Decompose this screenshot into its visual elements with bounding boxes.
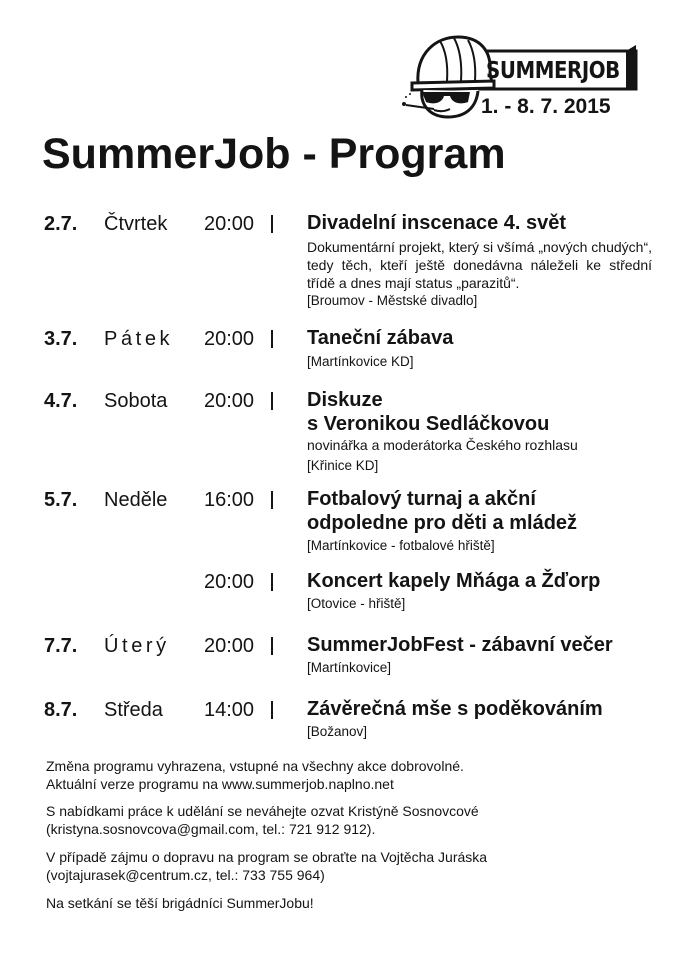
event-title-line: Fotbalový turnaj a akční bbox=[307, 488, 536, 510]
divider bbox=[271, 392, 273, 410]
footer-paragraph bbox=[46, 894, 646, 912]
event-day: Čtvrtek bbox=[104, 213, 168, 235]
event-date: 7.7. bbox=[44, 635, 78, 657]
divider bbox=[271, 637, 273, 655]
divider bbox=[271, 215, 273, 233]
divider bbox=[271, 491, 273, 509]
event-day: Sobota bbox=[104, 390, 168, 412]
event-title: Divadelní inscenace 4. svět bbox=[307, 212, 567, 234]
event-venue: [Otovice - hřiště] bbox=[307, 596, 406, 611]
footer-line: Změna programu vyhrazena, vstupné na všechny akce dobrovolné. bbox=[46, 758, 464, 774]
footer-paragraph bbox=[46, 848, 646, 884]
event-venue: [Božanov] bbox=[307, 724, 368, 739]
event-description: Dokumentární projekt, který si všímá „nových chudých“, tedy těch, kteří ještě donedávna náleželi ke střední třídě a dnes mají status „parazitů“. bbox=[307, 239, 652, 291]
event-venue: [Křinice KD] bbox=[307, 458, 379, 473]
footer-line: (kristyna.sosnovcova@gmail.com, tel.: 721 912 912). bbox=[46, 821, 376, 837]
event-title bbox=[307, 487, 667, 535]
footer-paragraph bbox=[46, 802, 646, 838]
event-time: 20:00 bbox=[204, 213, 255, 235]
footer-line: V případě zájmu o dopravu na program se obraťte na Vojtěcha Juráska bbox=[46, 849, 488, 865]
event-time: 20:00 bbox=[204, 635, 255, 657]
event-day: Pátek bbox=[104, 328, 174, 350]
event-venue: [Martínkovice] bbox=[307, 660, 392, 675]
event-date: 5.7. bbox=[44, 489, 78, 511]
divider bbox=[271, 573, 273, 591]
summerjob-logo bbox=[400, 25, 650, 125]
event-title: SummerJobFest - zábavní večer bbox=[307, 634, 613, 656]
event-venue: [Martínkovice - fotbalové hřiště] bbox=[307, 538, 495, 553]
event-description: novinářka a moderátorka Českého rozhlasu bbox=[307, 437, 578, 453]
event-day: Neděle bbox=[104, 489, 168, 511]
footer-line: Aktuální verze programu na www.summerjob.naplno.net bbox=[46, 776, 394, 792]
event-date: 2.7. bbox=[44, 213, 78, 235]
event-date: 4.7. bbox=[44, 390, 78, 412]
divider bbox=[271, 330, 273, 348]
event-title: Závěrečná mše s poděkováním bbox=[307, 698, 603, 720]
footer-notes bbox=[46, 757, 646, 922]
event-venue: [Broumov - Městské divadlo] bbox=[307, 293, 478, 308]
event-time: 20:00 bbox=[204, 328, 255, 350]
event-time: 20:00 bbox=[204, 390, 255, 412]
event-time: 16:00 bbox=[204, 489, 255, 511]
event-date: 3.7. bbox=[44, 328, 78, 350]
event-title: Taneční zábava bbox=[307, 327, 454, 349]
event-title-line: Diskuze bbox=[307, 389, 383, 411]
divider bbox=[271, 701, 273, 719]
footer-line: (vojtajurasek@centrum.cz, tel.: 733 755 964) bbox=[46, 867, 325, 883]
event-title bbox=[307, 388, 667, 436]
page-title: SummerJob - Program bbox=[42, 130, 506, 178]
footer-paragraph bbox=[46, 757, 646, 793]
footer-line: S nabídkami práce k udělání se neváhejte ozvat Kristýně Sosnovcové bbox=[46, 803, 479, 819]
event-venue: [Martínkovice KD] bbox=[307, 354, 414, 369]
logo-dates: 1. - 8. 7. 2015 bbox=[481, 95, 611, 118]
footer-line: Na setkání se těší brigádníci SummerJobu! bbox=[46, 895, 314, 911]
event-title-line: odpoledne pro děti a mládež bbox=[307, 512, 578, 534]
event-time: 20:00 bbox=[204, 571, 255, 593]
event-day: Úterý bbox=[104, 635, 170, 657]
event-title-line: s Veronikou Sedláčkovou bbox=[307, 413, 550, 435]
event-day: Středa bbox=[104, 699, 163, 721]
logo-brand-text: SUMMERJOB bbox=[486, 58, 620, 84]
event-title: Koncert kapely Mňága a Žďorp bbox=[307, 570, 601, 592]
event-time: 14:00 bbox=[204, 699, 255, 721]
event-date: 8.7. bbox=[44, 699, 78, 721]
